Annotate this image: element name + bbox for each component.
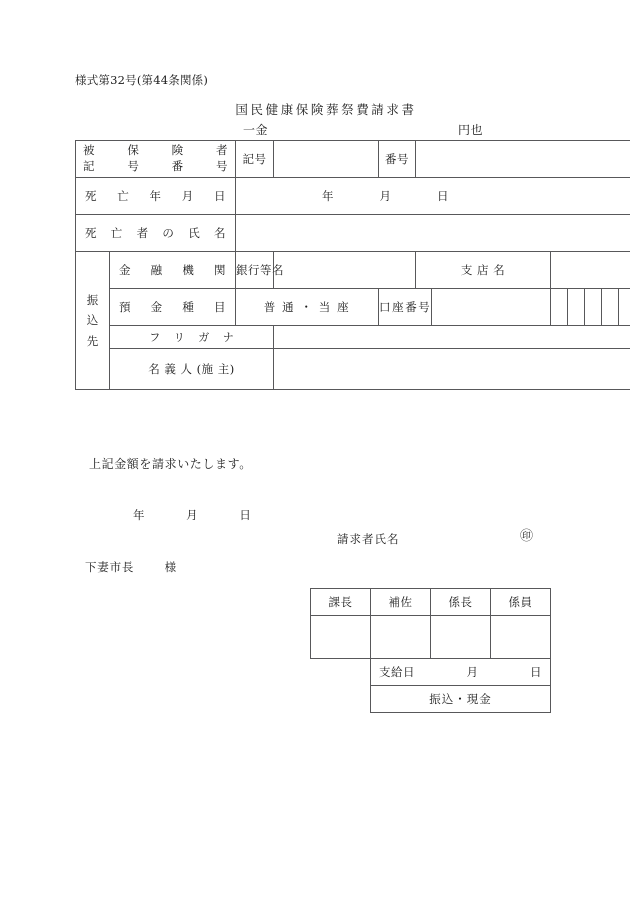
number-input-cell[interactable]	[416, 141, 630, 178]
deposit-char-4: 目	[213, 300, 226, 314]
bank-name-label: 銀行等名	[236, 252, 274, 289]
insured-char-4: 者	[215, 143, 228, 158]
payment-date-label: 支給日	[379, 665, 415, 679]
office-approval-table	[310, 588, 551, 713]
death-date-label	[76, 188, 235, 204]
deposit-char-3: 種	[182, 300, 195, 314]
furigana-input-cell[interactable]	[274, 326, 630, 349]
amount-prefix-label: 一金	[243, 123, 269, 137]
account-digit-box-4[interactable]	[585, 289, 602, 326]
approval-header-assistant: 補佐	[371, 589, 431, 616]
mayor-honorific: 様	[164, 560, 177, 574]
approval-header-subsection-chief: 係長	[431, 589, 491, 616]
transfer-char-3: 先	[86, 333, 99, 348]
deposit-char-1: 預	[119, 300, 131, 314]
table-row-deceased-name	[76, 215, 630, 252]
claim-statement: 上記金額を請求いたします。	[89, 457, 252, 471]
deposit-type-option[interactable]: 普 通 ・ 当 座	[236, 289, 379, 326]
document-title: 国民健康保険葬祭費請求書	[235, 102, 417, 117]
payment-method-row	[311, 686, 551, 713]
account-number-label: 口座番号	[379, 289, 432, 326]
account-digit-box-3[interactable]	[568, 289, 585, 326]
institution-char-3: 機	[182, 263, 195, 277]
payment-method-spacer-1	[311, 686, 371, 713]
number-label: 番号	[379, 141, 416, 178]
bank-name-input-cell[interactable]	[274, 252, 416, 289]
submission-month-label[interactable]: 月	[186, 508, 198, 522]
insured-char-3: 険	[171, 143, 184, 158]
deceased-name-input-cell[interactable]	[236, 215, 630, 252]
insured2-char-1: 記	[83, 159, 95, 173]
amount-suffix-label: 円也	[457, 123, 483, 137]
furigana-label: フ リ ガ ナ	[110, 326, 274, 349]
insured2-char-2: 号	[127, 159, 140, 173]
account-holder-label: 名 義 人 (施 主)	[110, 349, 274, 390]
deceased-name-label-cell	[76, 215, 236, 252]
deposit-char-2: 金	[150, 300, 163, 314]
payment-method-transfer[interactable]: 振込	[429, 692, 455, 706]
insured2-char-4: 号	[215, 159, 228, 173]
payment-month-label: 月	[466, 665, 479, 679]
transfer-destination-label	[76, 252, 110, 390]
mayor-label: 下妻市長	[85, 560, 135, 574]
table-row-insured	[76, 141, 630, 178]
table-row-furigana	[76, 326, 630, 349]
approval-header-section-chief: 課長	[311, 589, 371, 616]
claim-main-table	[75, 140, 630, 390]
deposit-type-label-cell	[110, 289, 236, 326]
account-digit-box-2[interactable]	[551, 289, 568, 326]
death-date-month-label: 月	[379, 189, 391, 203]
death-date-day-label: 日	[437, 189, 449, 203]
claimant-name-label: 請求者氏名	[337, 532, 400, 546]
payment-date-cell[interactable]	[371, 659, 551, 686]
death-date-label-cell	[76, 178, 236, 215]
insured-label-line2	[76, 159, 235, 175]
table-row-account-holder	[76, 349, 630, 390]
account-digit-box-1[interactable]	[432, 289, 551, 326]
table-row-institution	[76, 252, 630, 289]
account-holder-input-cell[interactable]	[274, 349, 630, 390]
payment-method-cell[interactable]	[371, 686, 551, 713]
deceased-char-2: 亡	[110, 226, 123, 240]
submission-date-line	[133, 507, 289, 523]
deceased-char-6: 名	[213, 226, 226, 240]
seal-icon: ㊞	[520, 529, 534, 544]
deceased-char-1: 死	[85, 226, 97, 240]
institution-label-cell	[110, 252, 236, 289]
symbol-label: 記号	[236, 141, 274, 178]
insured-label-line1	[76, 143, 235, 159]
transfer-char-2: 込	[86, 313, 99, 328]
payment-day-label: 日	[530, 665, 542, 679]
account-digit-box-5[interactable]	[602, 289, 619, 326]
death-date-char-5: 日	[214, 189, 226, 203]
insured-label-cell	[76, 141, 236, 178]
approval-header-row	[311, 589, 551, 616]
death-date-char-2: 亡	[117, 189, 130, 203]
payment-method-separator: ・	[454, 692, 467, 706]
approval-stamp-section-chief[interactable]	[311, 616, 371, 659]
payment-date-row	[311, 659, 551, 686]
submission-year-label[interactable]: 年	[133, 508, 145, 522]
death-date-char-1: 死	[85, 189, 97, 203]
death-date-char-4: 月	[181, 189, 194, 203]
table-row-deposit	[76, 289, 630, 326]
insured-char-1: 被	[83, 143, 95, 158]
deceased-char-4: の	[162, 226, 175, 240]
approval-stamp-assistant[interactable]	[371, 616, 431, 659]
payment-date-line	[371, 664, 550, 680]
payment-date-spacer-1	[311, 659, 371, 686]
addressee-line	[85, 559, 177, 575]
table-row-death-date	[76, 178, 630, 215]
deceased-name-label	[76, 225, 235, 241]
institution-char-2: 融	[150, 263, 163, 277]
deceased-char-5: 氏	[188, 226, 201, 240]
deceased-char-3: 者	[136, 226, 149, 240]
institution-char-4: 関	[213, 263, 226, 277]
submission-day-label[interactable]: 日	[239, 508, 251, 522]
approval-stamp-staff[interactable]	[491, 616, 551, 659]
institution-char-1: 金	[119, 263, 131, 277]
death-date-char-3: 年	[149, 189, 162, 203]
approval-stamp-row	[311, 616, 551, 659]
insured-char-2: 保	[127, 143, 140, 158]
death-date-input-cell[interactable]	[236, 178, 630, 215]
death-date-year-label: 年	[322, 189, 334, 203]
branch-name-label: 支 店 名	[416, 252, 551, 289]
payment-method-cash[interactable]: 現金	[466, 692, 492, 706]
amount-line	[243, 121, 483, 138]
deposit-type-label	[110, 299, 235, 315]
death-date-ymd	[236, 188, 630, 204]
insured2-char-3: 番	[171, 159, 184, 173]
branch-name-input-cell[interactable]	[551, 252, 630, 289]
account-digit-box-6[interactable]	[619, 289, 630, 326]
form-number: 様式第32号(第44条関係)	[75, 73, 209, 87]
symbol-input-cell[interactable]	[274, 141, 379, 178]
approval-header-staff: 係員	[491, 589, 551, 616]
institution-label	[110, 262, 235, 278]
approval-stamp-subsection-chief[interactable]	[431, 616, 491, 659]
transfer-char-1: 振	[86, 293, 99, 308]
